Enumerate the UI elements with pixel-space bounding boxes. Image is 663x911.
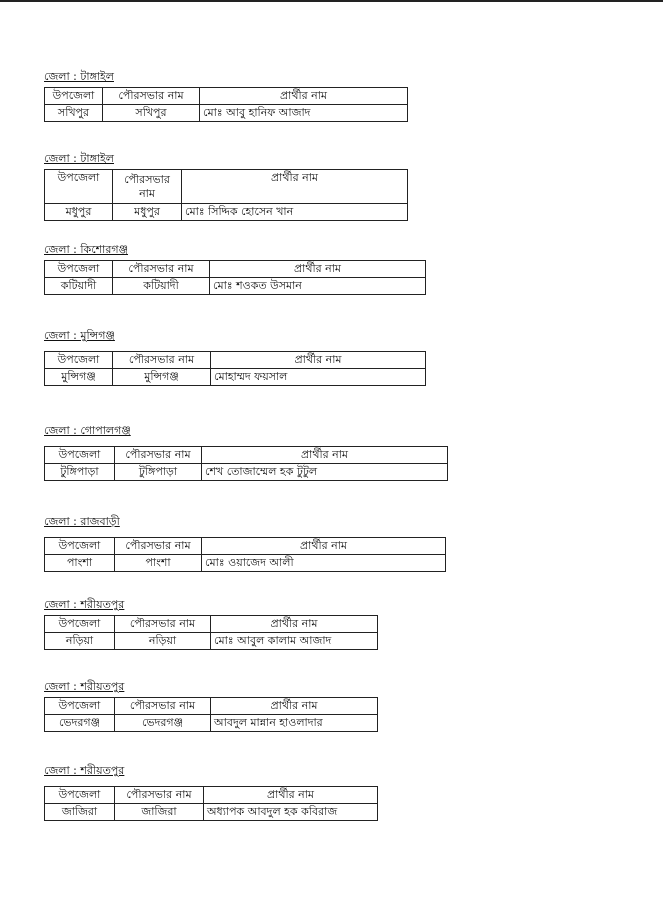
header-row bbox=[45, 170, 408, 204]
header-pourashava: পৌরসভার নাম bbox=[115, 787, 204, 804]
cell-upazila: মুন্সিগঞ্জ bbox=[45, 369, 113, 386]
header-pourashava: পৌরসভার নাম bbox=[113, 170, 182, 204]
header-pourashava: পৌরসভার নাম bbox=[115, 447, 202, 464]
cell-pourashava: টুঙ্গিপাড়া bbox=[115, 464, 202, 481]
district-heading: জেলা : রাজবাড়ী bbox=[44, 515, 120, 528]
cell-candidate: শেখ তোজাম্মেল হক টুটুল bbox=[202, 464, 448, 481]
header-row bbox=[45, 447, 448, 464]
table-row bbox=[45, 369, 426, 386]
candidate-table bbox=[44, 537, 446, 572]
district-block-3 bbox=[44, 243, 426, 295]
cell-candidate: অধ্যাপক আবদুল হক কবিরাজ bbox=[204, 804, 378, 821]
header-upazila: উপজেলা bbox=[45, 447, 115, 464]
header-candidate: প্রার্থীর নাম bbox=[210, 261, 426, 278]
header-upazila: উপজেলা bbox=[45, 261, 113, 278]
cell-pourashava: মুন্সিগঞ্জ bbox=[113, 369, 211, 386]
header-pourashava: পৌরসভার নাম bbox=[115, 616, 211, 633]
cell-upazila: টুঙ্গিপাড়া bbox=[45, 464, 115, 481]
header-row bbox=[45, 616, 378, 633]
district-block-2 bbox=[44, 152, 408, 221]
cell-pourashava: জাজিরা bbox=[115, 804, 204, 821]
cell-upazila: ভেদরগঞ্জ bbox=[45, 715, 115, 732]
header-candidate: প্রার্থীর নাম bbox=[211, 698, 378, 715]
cell-pourashava: সখিপুর bbox=[103, 105, 200, 122]
header-row bbox=[45, 698, 378, 715]
district-heading: জেলা : কিশোরগঞ্জ bbox=[44, 243, 129, 256]
header-candidate: প্রার্থীর নাম bbox=[182, 170, 408, 204]
district-block-4 bbox=[44, 329, 426, 386]
district-heading: জেলা : শরীয়তপুর bbox=[44, 680, 125, 693]
cell-candidate: মোঃ আবু হানিফ আজাদ bbox=[200, 105, 408, 122]
candidate-table bbox=[44, 615, 378, 650]
header-row bbox=[45, 352, 426, 369]
table-row bbox=[45, 105, 408, 122]
table-row bbox=[45, 204, 408, 221]
header-candidate: প্রার্থীর নাম bbox=[200, 88, 408, 105]
cell-candidate: মোহাম্মদ ফয়সাল bbox=[211, 369, 426, 386]
district-heading: জেলা : টাঙ্গাইল bbox=[44, 152, 114, 165]
table-row bbox=[45, 715, 378, 732]
candidate-table bbox=[44, 260, 426, 295]
cell-pourashava: মধুপুর bbox=[113, 204, 182, 221]
header-row bbox=[45, 261, 426, 278]
cell-pourashava: নড়িয়া bbox=[115, 633, 211, 650]
table-row bbox=[45, 633, 378, 650]
district-block-9 bbox=[44, 764, 378, 821]
table-row bbox=[45, 464, 448, 481]
district-heading: জেলা : শরীয়তপুর bbox=[44, 764, 125, 777]
cell-upazila: মধুপুর bbox=[45, 204, 113, 221]
district-heading: জেলা : মুন্সিগঞ্জ bbox=[44, 329, 115, 342]
header-candidate: প্রার্থীর নাম bbox=[202, 447, 448, 464]
district-block-7 bbox=[44, 598, 378, 650]
district-heading: জেলা : শরীয়তপুর bbox=[44, 598, 125, 611]
cell-candidate: মোঃ সিদ্দিক হোসেন খান bbox=[182, 204, 408, 221]
candidate-table bbox=[44, 169, 408, 221]
header-candidate: প্রার্থীর নাম bbox=[202, 538, 446, 555]
header-pourashava: পৌরসভার নাম bbox=[115, 698, 211, 715]
header-row bbox=[45, 88, 408, 105]
cell-candidate: মোঃ আবুল কালাম আজাদ bbox=[211, 633, 378, 650]
top-rule bbox=[0, 0, 663, 2]
cell-upazila: নড়িয়া bbox=[45, 633, 115, 650]
table-row bbox=[45, 804, 378, 821]
header-upazila: উপজেলা bbox=[45, 538, 115, 555]
header-candidate: প্রার্থীর নাম bbox=[211, 616, 378, 633]
district-block-6 bbox=[44, 515, 446, 572]
cell-candidate: আবদুল মান্নান হাওলাদার bbox=[211, 715, 378, 732]
district-heading: জেলা : গোপালগঞ্জ bbox=[44, 424, 131, 437]
header-pourashava: পৌরসভার নাম bbox=[113, 352, 211, 369]
candidate-table bbox=[44, 351, 426, 386]
cell-pourashava: ভেদরগঞ্জ bbox=[115, 715, 211, 732]
table-row bbox=[45, 555, 446, 572]
header-upazila: উপজেলা bbox=[45, 698, 115, 715]
district-block-5 bbox=[44, 424, 448, 481]
candidate-table bbox=[44, 87, 408, 122]
candidate-table bbox=[44, 697, 378, 732]
district-block-8 bbox=[44, 680, 378, 732]
header-upazila: উপজেলা bbox=[45, 787, 115, 804]
header-row bbox=[45, 538, 446, 555]
header-row bbox=[45, 787, 378, 804]
cell-upazila: সখিপুর bbox=[45, 105, 103, 122]
cell-pourashava: কটিয়াদী bbox=[113, 278, 210, 295]
header-upazila: উপজেলা bbox=[45, 616, 115, 633]
district-block-1 bbox=[44, 70, 408, 122]
header-candidate: প্রার্থীর নাম bbox=[211, 352, 426, 369]
header-upazila: উপজেলা bbox=[45, 170, 113, 204]
header-candidate: প্রার্থীর নাম bbox=[204, 787, 378, 804]
header-upazila: উপজেলা bbox=[45, 352, 113, 369]
candidate-table bbox=[44, 786, 378, 821]
district-heading: জেলা : টাঙ্গাইল bbox=[44, 70, 114, 83]
cell-upazila: পাংশা bbox=[45, 555, 115, 572]
cell-upazila: কটিয়াদী bbox=[45, 278, 113, 295]
table-row bbox=[45, 278, 426, 295]
candidate-table bbox=[44, 446, 448, 481]
header-pourashava: পৌরসভার নাম bbox=[115, 538, 202, 555]
header-pourashava: পৌরসভার নাম bbox=[113, 261, 210, 278]
header-upazila: উপজেলা bbox=[45, 88, 103, 105]
cell-pourashava: পাংশা bbox=[115, 555, 202, 572]
cell-candidate: মোঃ শওকত উসমান bbox=[210, 278, 426, 295]
cell-candidate: মোঃ ওয়াজেদ আলী bbox=[202, 555, 446, 572]
header-pourashava: পৌরসভার নাম bbox=[103, 88, 200, 105]
cell-upazila: জাজিরা bbox=[45, 804, 115, 821]
